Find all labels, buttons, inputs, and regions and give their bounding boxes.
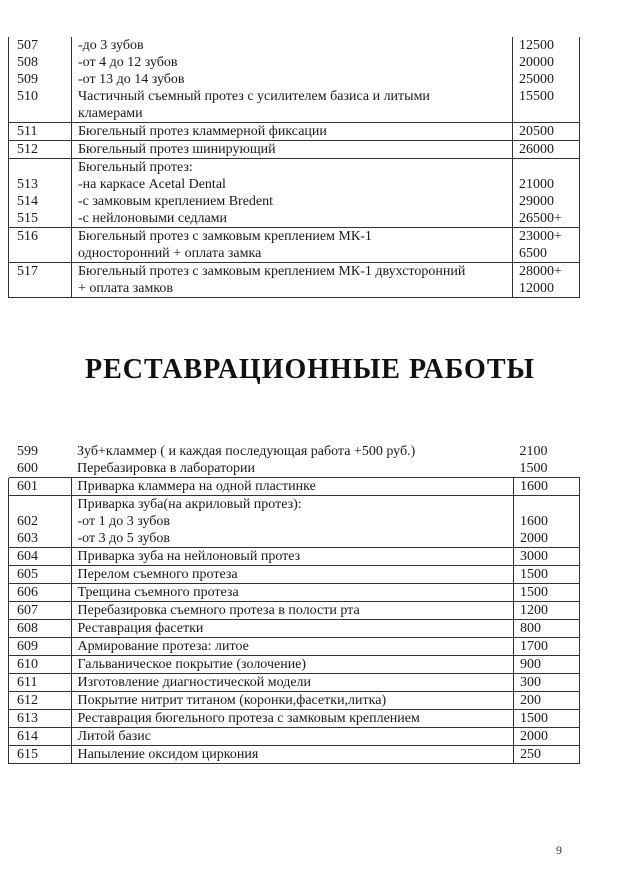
item-price: 20000: [519, 55, 554, 70]
item-number: 514: [17, 194, 38, 209]
item-number: 599: [17, 444, 38, 459]
item-price: 1600: [520, 479, 548, 494]
table-row: [9, 159, 580, 228]
item-number-cell: [9, 496, 72, 548]
table-row: [9, 656, 580, 674]
item-description: Приварка зуба(на акриловый протез):: [77, 497, 302, 512]
item-number: 510: [17, 89, 38, 104]
table-row: [9, 141, 580, 159]
item-price-cell: [514, 443, 580, 478]
item-number: 608: [17, 621, 38, 636]
item-price-cell: [514, 710, 580, 728]
item-price-cell: [514, 746, 580, 764]
item-description: Перебазировка в лаборатории: [77, 461, 256, 476]
item-description: Приварка кламмера на одной пластинке: [77, 479, 316, 494]
item-price-cell: [513, 141, 580, 159]
item-price: 28000+: [519, 264, 562, 279]
item-description-cell: [71, 674, 514, 692]
item-number: 512: [17, 142, 38, 157]
item-price-cell: [514, 584, 580, 602]
item-description: Реставрация фасетки: [77, 621, 204, 636]
table-row: [9, 228, 580, 263]
table-row: [9, 710, 580, 728]
item-price-cell: [513, 123, 580, 141]
item-description: односторонний + оплата замка: [78, 246, 262, 261]
item-description: Бюгельный протез шинирующий: [78, 142, 276, 157]
item-number: 507: [17, 38, 38, 53]
item-description: Частичный съемный протез с усилителем базиса и литыми: [78, 89, 430, 104]
item-number-cell: [9, 566, 72, 584]
item-number-cell: [9, 746, 72, 764]
item-number-cell: [9, 548, 72, 566]
item-price: 800: [520, 621, 541, 636]
item-number: 602: [17, 514, 38, 529]
item-price-cell: [514, 496, 580, 548]
item-description-cell: [71, 548, 514, 566]
item-description: -с замковым креплением Bredent: [78, 194, 274, 209]
item-price: 1500: [520, 711, 548, 726]
table-row: [9, 584, 580, 602]
table-row: [9, 478, 580, 496]
item-description: Покрытие нитрит титаном (коронки,фасетки,литка): [77, 693, 387, 708]
item-description-cell: [71, 620, 514, 638]
item-description-cell: [72, 159, 513, 228]
item-price: 12000: [519, 281, 554, 296]
item-price: 20500: [519, 124, 554, 139]
item-number-cell: [9, 478, 72, 496]
item-description: Гальваническое покрытие (золочение): [77, 657, 307, 672]
item-number: 509: [17, 72, 38, 87]
item-price: 1700: [520, 639, 548, 654]
item-description: -до 3 зубов: [78, 38, 144, 53]
table-row: [9, 746, 580, 764]
item-price-cell: [514, 620, 580, 638]
item-number: 603: [17, 531, 38, 546]
item-number: 515: [17, 211, 38, 226]
item-number: 601: [17, 479, 38, 494]
item-description: Изготовление диагностической модели: [77, 675, 312, 690]
item-number-cell: [9, 159, 72, 228]
item-price: 300: [520, 675, 541, 690]
item-description: Армирование протеза: литое: [77, 639, 249, 654]
item-price: 200: [520, 693, 541, 708]
item-price: 1500: [520, 567, 548, 582]
item-description-cell: [72, 37, 513, 123]
item-number: 607: [17, 603, 38, 618]
table-row: [9, 728, 580, 746]
item-description: кламерами: [78, 106, 143, 121]
item-description: -на каркасе Acetal Dental: [78, 177, 226, 192]
item-description-cell: [72, 123, 513, 141]
item-number: 611: [17, 675, 38, 690]
item-description: Реставрация бюгельного протеза с замковым креплением: [77, 711, 420, 726]
item-number: 513: [17, 177, 38, 192]
item-price: 2100: [519, 444, 548, 459]
item-description: Напыление оксидом циркония: [77, 747, 259, 762]
item-price-cell: [513, 159, 580, 228]
item-description: -от 1 до 3 зубов: [77, 514, 171, 529]
item-price: 29000: [519, 194, 554, 209]
item-description-cell: [72, 228, 513, 263]
table-row: [9, 638, 580, 656]
table-row: [9, 620, 580, 638]
item-description: Бюгельный протез с замковым креплением МК-1 двухсторонний: [78, 264, 466, 279]
item-number-cell: [9, 141, 72, 159]
table-row: [9, 496, 580, 548]
item-description: + оплата замков: [78, 281, 174, 296]
table-row: [9, 692, 580, 710]
table-row: [9, 566, 580, 584]
table-row: [9, 37, 580, 123]
item-number: [17, 496, 67, 513]
item-description-cell: [71, 496, 514, 548]
item-price: 900: [520, 657, 541, 672]
item-number: 600: [17, 461, 38, 476]
item-price-cell: [514, 656, 580, 674]
item-number: 606: [17, 585, 38, 600]
item-number: 614: [17, 729, 38, 744]
price-table-prosthetics: [8, 37, 580, 298]
item-number-cell: [9, 728, 72, 746]
item-price: [519, 159, 575, 176]
page-number: 9: [556, 843, 562, 857]
item-description: Зуб+кламмер ( и каждая последующая работа +500 руб.): [77, 444, 416, 459]
item-description-cell: [71, 656, 514, 674]
item-description-cell: [72, 263, 513, 298]
item-description: Бюгельный протез кламмерной фиксации: [78, 124, 327, 139]
item-price: 6500: [519, 246, 547, 261]
item-description: -от 3 до 5 зубов: [77, 531, 171, 546]
item-description-cell: [71, 638, 514, 656]
item-price: 15500: [519, 89, 554, 104]
item-number: [17, 159, 67, 176]
item-description: Литой базис: [77, 729, 151, 744]
price-table-restoration: [8, 443, 580, 764]
item-number: 508: [17, 55, 38, 70]
item-description: Бюгельный протез с замковым креплением МК-1: [78, 229, 372, 244]
item-description-cell: [71, 746, 514, 764]
item-price: 250: [520, 747, 541, 762]
item-number: 511: [17, 124, 38, 139]
item-price: 1600: [520, 514, 548, 529]
item-price-cell: [514, 478, 580, 496]
item-price: 1200: [520, 603, 548, 618]
item-price-cell: [514, 674, 580, 692]
item-number: 612: [17, 693, 38, 708]
item-price-cell: [513, 263, 580, 298]
item-number: 615: [17, 747, 38, 762]
item-number-cell: [9, 37, 72, 123]
item-number-cell: [9, 656, 72, 674]
item-number: 517: [17, 264, 38, 279]
item-price: [520, 496, 575, 513]
item-number-cell: [9, 443, 72, 478]
item-number: 609: [17, 639, 38, 654]
item-price-cell: [514, 548, 580, 566]
item-number-cell: [9, 620, 72, 638]
item-description: Трещина съемного протеза: [77, 585, 239, 600]
table-row: [9, 674, 580, 692]
table-row: [9, 123, 580, 141]
table-row: [9, 263, 580, 298]
item-number: 604: [17, 549, 38, 564]
item-price: 1500: [520, 585, 548, 600]
item-description: -от 13 до 14 зубов: [78, 72, 185, 87]
item-description-cell: [71, 692, 514, 710]
item-number-cell: [9, 674, 72, 692]
item-description: Перелом съемного протеза: [77, 567, 238, 582]
item-description: -с нейлоновыми седлами: [78, 211, 228, 226]
item-price-cell: [513, 228, 580, 263]
item-price: 26000: [519, 142, 554, 157]
item-description: Приварка зуба на нейлоновый протез: [77, 549, 301, 564]
item-description-cell: [71, 478, 514, 496]
item-price-cell: [514, 602, 580, 620]
item-description-cell: [71, 728, 514, 746]
item-number-cell: [9, 710, 72, 728]
item-number-cell: [9, 638, 72, 656]
item-price: 26500+: [519, 211, 562, 226]
item-price: 3000: [520, 549, 548, 564]
item-price: 2000: [520, 729, 548, 744]
section-title: РЕСТАВРАЦИОННЫЕ РАБОТЫ: [85, 354, 535, 385]
item-price-cell: [514, 728, 580, 746]
table-row: [9, 548, 580, 566]
item-number-cell: [9, 584, 72, 602]
item-price-cell: [514, 638, 580, 656]
item-description-cell: [72, 141, 513, 159]
item-price: 23000+: [519, 229, 562, 244]
item-price-cell: [513, 37, 580, 123]
item-price: 21000: [519, 177, 554, 192]
item-description-cell: [71, 443, 514, 478]
item-description-cell: [71, 584, 514, 602]
table-row: [9, 602, 580, 620]
item-price: 1500: [519, 461, 548, 476]
item-price-cell: [514, 692, 580, 710]
item-number-cell: [9, 692, 72, 710]
item-price-cell: [514, 566, 580, 584]
item-description: Перебазировка съемного протеза в полости рта: [77, 603, 360, 618]
item-description-cell: [71, 566, 514, 584]
item-price: 25000: [519, 72, 554, 87]
item-number-cell: [9, 228, 72, 263]
item-description-cell: [71, 710, 514, 728]
item-price: 12500: [519, 38, 554, 53]
item-description: -от 4 до 12 зубов: [78, 55, 178, 70]
item-description-cell: [71, 602, 514, 620]
item-number: 605: [17, 567, 38, 582]
item-number: 610: [17, 657, 38, 672]
item-price: 2000: [520, 531, 548, 546]
item-description: Бюгельный протез:: [78, 160, 193, 175]
item-number-cell: [9, 263, 72, 298]
table-row: [9, 443, 580, 478]
item-number-cell: [9, 123, 72, 141]
item-number: 516: [17, 229, 38, 244]
item-number: 613: [17, 711, 38, 726]
item-number-cell: [9, 602, 72, 620]
